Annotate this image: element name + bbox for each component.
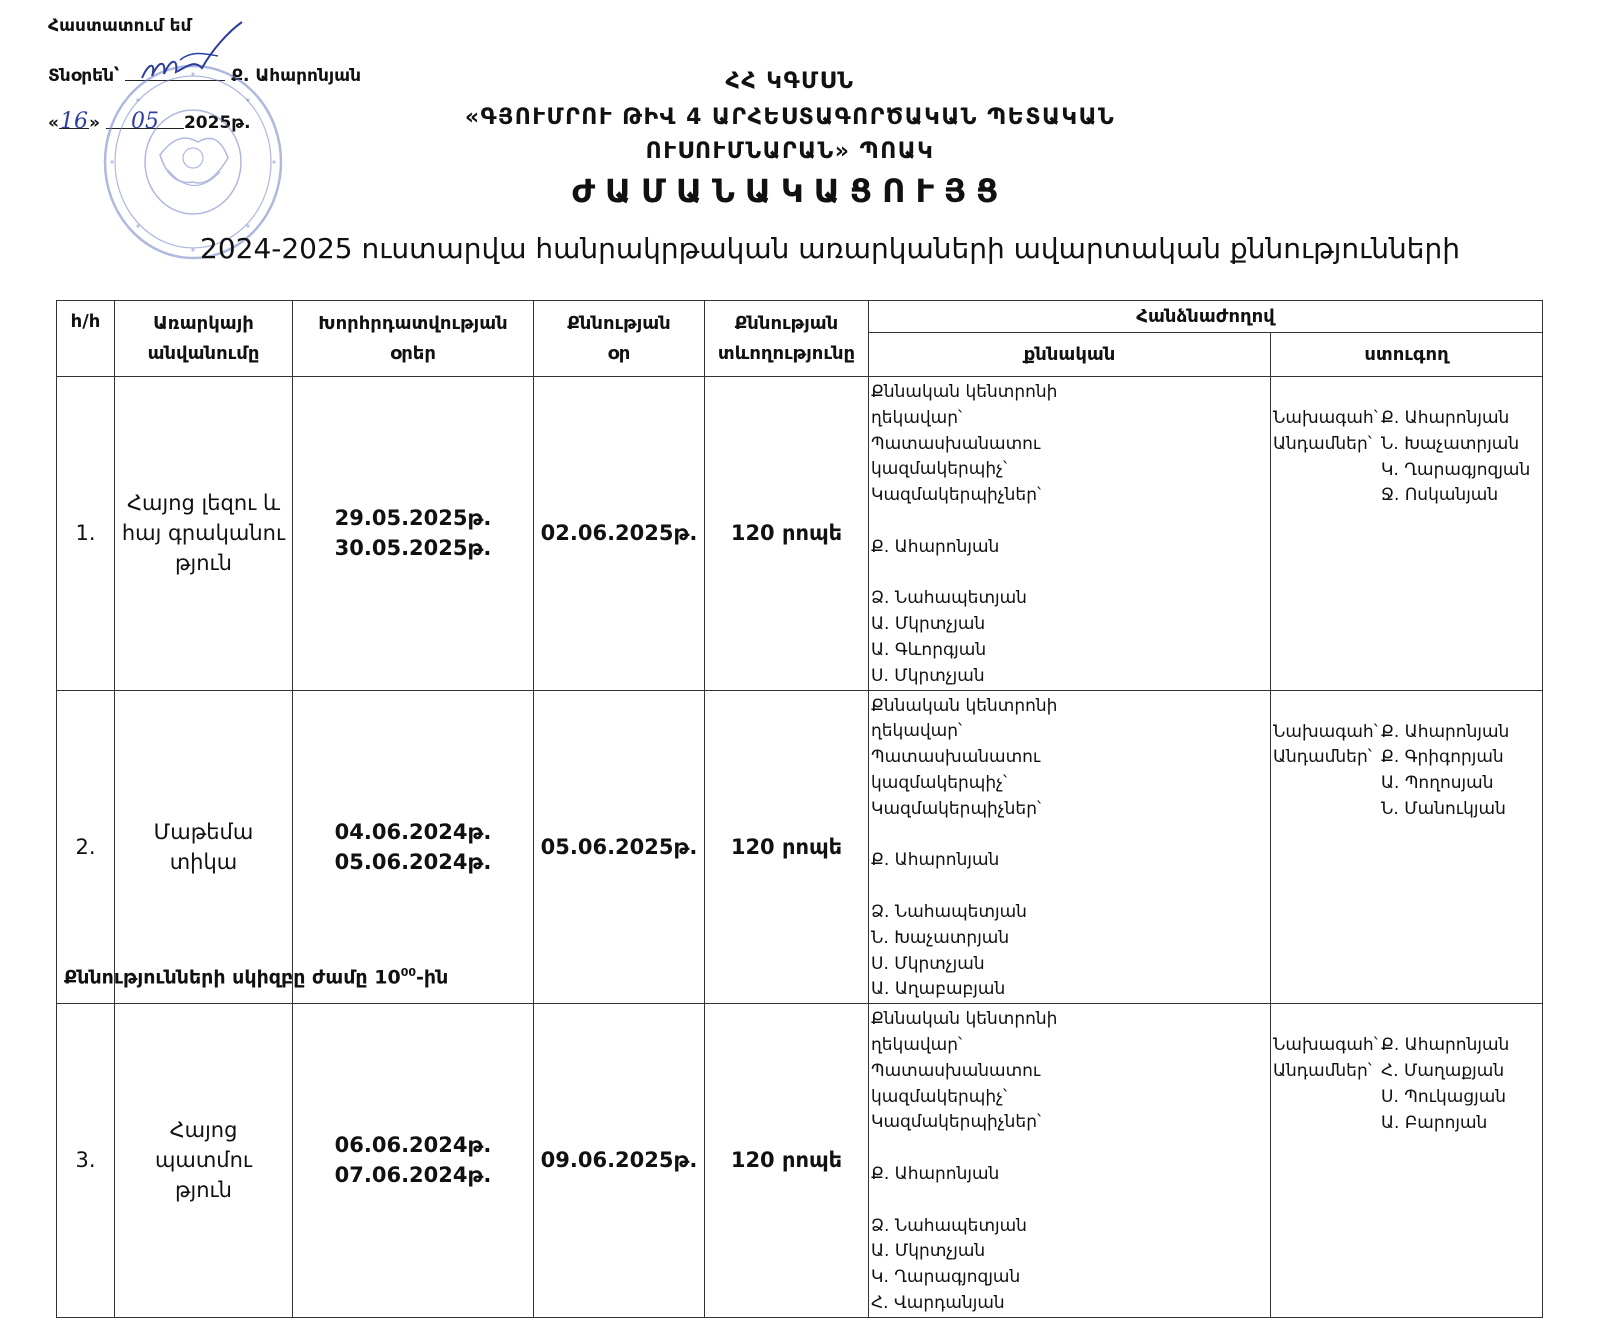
exam-role: կազմակերպիչ՝ <box>871 772 1008 793</box>
exam-role: Պատասխանատու <box>871 433 1041 454</box>
exam-date: 05.06.2025թ. <box>534 690 705 1004</box>
check-member-line <box>1273 745 1540 771</box>
header-subject: Առարկայի անվանումը <box>115 301 293 377</box>
check-commission <box>1271 690 1543 1004</box>
check-role <box>1273 1085 1381 1111</box>
check-role <box>1273 1111 1381 1137</box>
document-title: ԺԱՄԱՆԱԿԱՑՈՒՅՑ <box>571 172 1009 210</box>
consult-date: 05.06.2024թ. <box>334 849 492 874</box>
org-ministry: ՀՀ ԿԳՄՍՆ <box>725 69 855 94</box>
exam-member-name: Ձ. Նահապետյան <box>871 588 1027 609</box>
subject-name <box>115 377 293 691</box>
exam-member-name: Կ. Ղարագյոզյան <box>871 1267 1021 1288</box>
schedule-table <box>56 300 1543 1318</box>
exam-date: 09.06.2025թ. <box>534 1004 705 1318</box>
exam-member-name: Ձ. Նահապետյան <box>871 1215 1027 1236</box>
row-number: 2. <box>57 690 115 1004</box>
exam-role: Քննական կենտրոնի <box>871 382 1058 402</box>
header-consult: Խորհրդատվության օրեր <box>293 301 534 377</box>
exam-role: ղեկավար՝ <box>871 407 963 428</box>
check-commission <box>1271 1004 1543 1318</box>
check-member-name: Ք. Գրիգորյան <box>1381 747 1504 768</box>
exam-role: կազմակերպիչ՝ <box>871 459 1008 480</box>
header-check-commission: ստուգող <box>1271 333 1543 377</box>
check-member-line <box>1273 771 1540 797</box>
exam-role: կազմակերպիչ՝ <box>871 1086 1008 1107</box>
exam-role: Կազմակերպիչներ՝ <box>871 1112 1042 1133</box>
org-name-line2: ՈՒՍՈՒՄՆԱՐԱՆ» ՊՈԱԿ <box>645 139 935 164</box>
exam-member-name: Ս. Մկրտչյան <box>871 953 985 974</box>
consult-date: 06.06.2024թ. <box>334 1133 492 1158</box>
subject-line: թյուն <box>175 551 232 576</box>
date-quote-close: » <box>88 113 100 133</box>
exam-role: Կազմակերպիչներ՝ <box>871 485 1042 506</box>
exam-duration: 120 րոպե <box>705 377 869 691</box>
check-member-name: Կ. Ղարագյոզյան <box>1381 459 1531 480</box>
exam-role: ղեկավար՝ <box>871 1034 963 1055</box>
check-member-name: Ք. Ահարոնյան <box>1381 721 1510 742</box>
header-duration: Քննության տևողությունը <box>705 301 869 377</box>
org-name-line1: «ԳՅՈՒՄՐՈՒ ԹԻՎ 4 ԱՐՀԵՍՏԱԳՈՐԾԱԿԱՆ ՊԵՏԱԿԱՆ <box>464 105 1116 130</box>
exam-member-name: Ք. Ահարոնյան <box>871 850 1000 871</box>
check-commission <box>1271 377 1543 691</box>
header-exam-day: Քննության օր <box>534 301 705 377</box>
subject-line: տիկա <box>169 849 238 874</box>
subject-name <box>115 1004 293 1318</box>
check-member-line <box>1273 797 1540 823</box>
exam-start-note: Քննությունների սկիզբը ժամը $10^{00}-ին$ <box>64 966 449 989</box>
document-subtitle: 2024-2025 ուստարվա հանրակրթական առարկաների ավարտական քննությունների <box>200 232 1461 265</box>
exam-member-name: Ս. Մկրտչյան <box>871 665 985 686</box>
table-row <box>57 690 1543 1004</box>
check-member-line <box>1273 458 1540 484</box>
date-month: 05 <box>130 109 159 134</box>
table-row <box>57 377 1543 691</box>
subject-line: Հայոց լեզու և <box>127 491 280 516</box>
row-number: 3. <box>57 1004 115 1318</box>
check-role <box>1273 483 1381 509</box>
exam-role: Կազմակերպիչներ՝ <box>871 798 1042 819</box>
check-member-name: Ա. Բարոյան <box>1381 1112 1488 1133</box>
date-year: 2025թ. <box>183 113 251 133</box>
signature-icon <box>132 20 252 90</box>
subject-line: Մաթեմա <box>153 819 254 844</box>
header-num: հ/հ <box>57 301 115 377</box>
table-row <box>57 1004 1543 1318</box>
exam-role: Պատասխանատու <box>871 747 1041 768</box>
header-exam-commission: քննական <box>869 333 1271 377</box>
exam-duration: 120 րոպե <box>705 690 869 1004</box>
check-member-name: Հ. Մաղաքյան <box>1381 1060 1505 1081</box>
check-role <box>1273 458 1381 484</box>
check-role <box>1273 771 1381 797</box>
consult-days <box>293 690 534 1004</box>
exam-member-name: Ն. Խաչատրյան <box>871 927 1010 948</box>
header-commission: Հանձնաժողով <box>869 301 1543 333</box>
approval-heading: Հաստատում եմ <box>48 16 192 36</box>
exam-role: Պատասխանատու <box>871 1060 1041 1081</box>
consult-date: 07.06.2024թ. <box>334 1163 492 1188</box>
check-member-name: Ք. Ահարոնյան <box>1381 1035 1510 1056</box>
exam-role: Քննական կենտրոնի <box>871 695 1058 716</box>
check-member-name: Ք. Ահարոնյան <box>1381 408 1510 428</box>
consult-date: 30.05.2025թ. <box>334 536 492 561</box>
consult-date: 04.06.2024թ. <box>334 819 492 844</box>
consult-days <box>293 1004 534 1318</box>
check-member-line <box>1273 1085 1540 1111</box>
exam-role: Քննական կենտրոնի <box>871 1009 1058 1030</box>
check-member-line <box>1273 1111 1540 1137</box>
exam-commission <box>869 377 1271 691</box>
date-quote-open: « <box>48 113 59 133</box>
check-member-line <box>1273 720 1540 746</box>
exam-member-name: Ա. Աղաբաբյան <box>871 979 1006 1000</box>
exam-member-name: Ա. Մկրտչյան <box>871 614 986 635</box>
check-member-name: Ջ. Ոսկանյան <box>1381 485 1499 506</box>
check-member-line <box>1273 406 1540 432</box>
exam-duration: 120 րոպե <box>705 1004 869 1318</box>
subject-name <box>115 690 293 1004</box>
check-role <box>1273 797 1381 823</box>
check-role: Նախագահ՝ <box>1273 721 1378 742</box>
exam-member-name: Ք. Ահարոնյան <box>871 1163 1000 1184</box>
exam-member-name: Ք. Ահարոնյան <box>871 536 1000 557</box>
exam-commission <box>869 1004 1271 1318</box>
check-role: Նախագահ՝ <box>1273 1035 1378 1056</box>
check-member-line <box>1273 1059 1540 1085</box>
exam-commission <box>869 690 1271 1004</box>
subject-line: Հայոց <box>169 1118 238 1143</box>
check-member-line <box>1273 1033 1540 1059</box>
check-member-name: Ն. Մանուկյան <box>1381 798 1506 819</box>
check-role: Անդամներ՝ <box>1273 747 1372 768</box>
consult-days <box>293 377 534 691</box>
check-member-name: Ն. Խաչատրյան <box>1381 433 1520 454</box>
exam-date: 02.06.2025թ. <box>534 377 705 691</box>
exam-member-name: Ա. Գևորգյան <box>871 639 987 660</box>
exam-member-name: Ձ. Նահապետյան <box>871 901 1027 922</box>
check-role: Նախագահ՝ <box>1273 408 1378 428</box>
subject-line: հայ գրականու <box>121 521 286 546</box>
check-member-name: Ա. Պողոսյան <box>1381 773 1494 794</box>
check-member-line <box>1273 483 1540 509</box>
exam-member-name: Ա. Մկրտչյան <box>871 1241 986 1262</box>
director-label: Տնօրեն՝ <box>48 66 120 86</box>
subject-line: պատմու <box>154 1148 253 1173</box>
check-role: Անդամներ՝ <box>1273 433 1372 454</box>
date-day: 16 <box>59 109 88 134</box>
row-number: 1. <box>57 377 115 691</box>
exam-member-name: Հ. Վարդանյան <box>871 1292 1005 1313</box>
check-member-line <box>1273 432 1540 458</box>
consult-date: 29.05.2025թ. <box>334 506 492 531</box>
check-member-name: Ս. Պուկացյան <box>1381 1086 1507 1107</box>
check-role: Անդամներ՝ <box>1273 1060 1372 1081</box>
exam-role: ղեկավար՝ <box>871 721 963 742</box>
subject-line: թյուն <box>175 1178 232 1203</box>
director-name: Ք. Ահարոնյան <box>231 66 362 86</box>
